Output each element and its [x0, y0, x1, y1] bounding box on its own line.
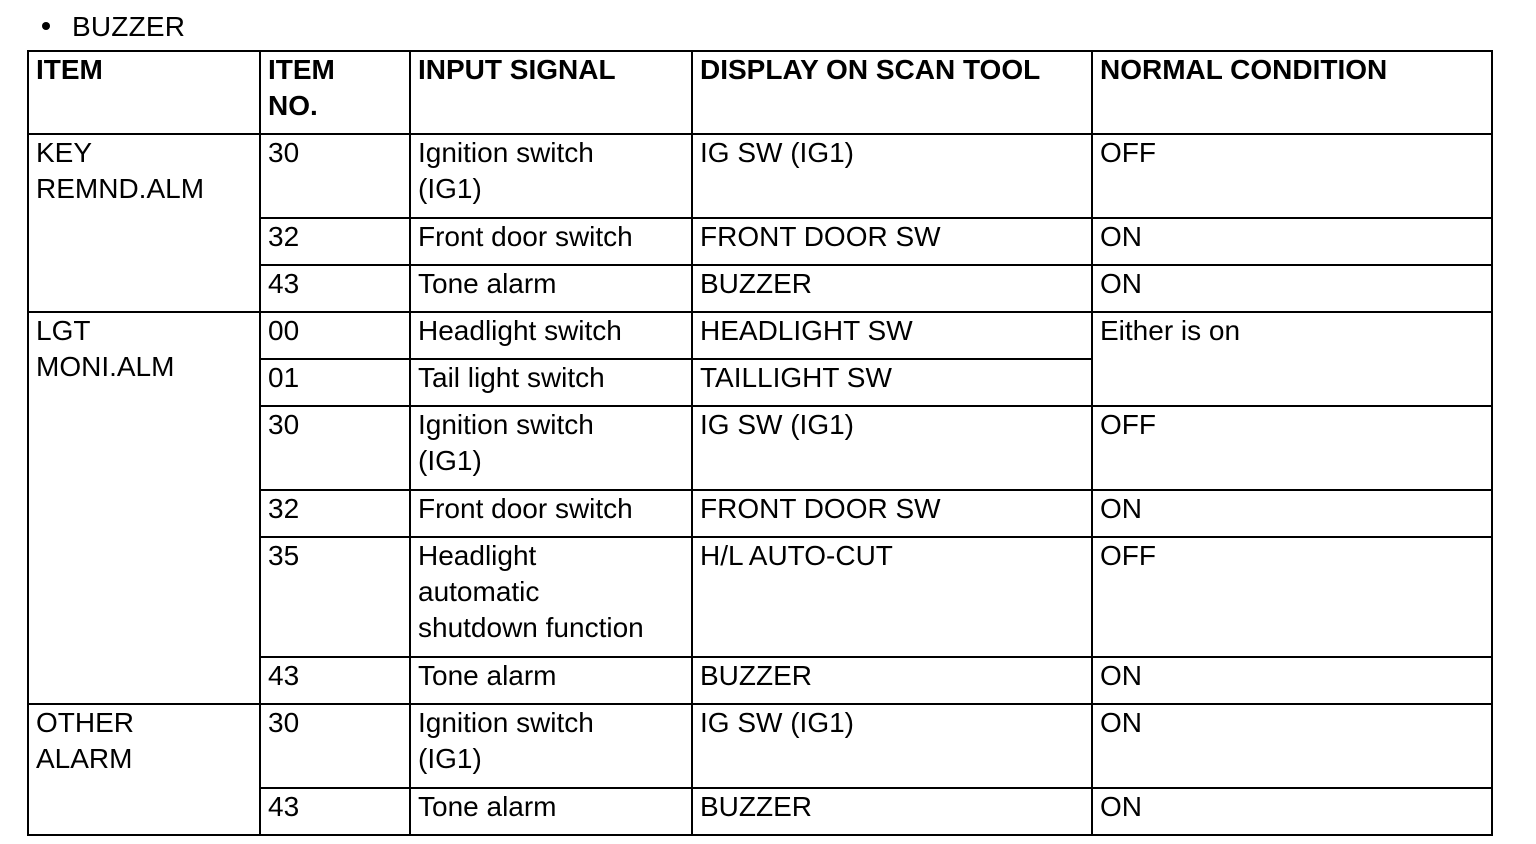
- group-item-lgt-moni-alm: LGT MONI.ALM: [28, 312, 260, 704]
- group-item-other-alarm: OTHER ALARM: [28, 704, 260, 835]
- cell-normal-condition: ON: [1092, 490, 1492, 537]
- cell-item-no: 35: [260, 537, 410, 657]
- cell-display: IG SW (IG1): [692, 134, 1092, 218]
- cell-normal-condition: OFF: [1092, 537, 1492, 657]
- cell-normal-condition: ON: [1092, 265, 1492, 312]
- cell-item-no: 43: [260, 657, 410, 704]
- cell-display: FRONT DOOR SW: [692, 490, 1092, 537]
- cell-input-signal: Headlight automatic shutdown function: [410, 537, 692, 657]
- cell-input-signal: Tail light switch: [410, 359, 692, 406]
- cell-item-no: 32: [260, 490, 410, 537]
- cell-normal-condition: ON: [1092, 218, 1492, 265]
- header-display-on-scan-tool: DISPLAY ON SCAN TOOL: [692, 51, 1092, 134]
- cell-display: HEADLIGHT SW: [692, 312, 1092, 359]
- cell-item-no: 32: [260, 218, 410, 265]
- cell-input-signal: Front door switch: [410, 490, 692, 537]
- group-item-key-remnd-alm: KEY REMND.ALM: [28, 134, 260, 312]
- section-title: BUZZER: [72, 11, 186, 42]
- table-row: [28, 704, 1492, 788]
- cell-normal-condition: OFF: [1092, 406, 1492, 490]
- header-normal-condition: NORMAL CONDITION: [1092, 51, 1492, 134]
- cell-input-signal: Ignition switch (IG1): [410, 134, 692, 218]
- header-item-no: ITEM NO.: [260, 51, 410, 134]
- cell-normal-condition: ON: [1092, 704, 1492, 788]
- cell-display: BUZZER: [692, 265, 1092, 312]
- cell-normal-condition: OFF: [1092, 134, 1492, 218]
- cell-display: IG SW (IG1): [692, 704, 1092, 788]
- cell-item-no: 43: [260, 265, 410, 312]
- cell-display: TAILLIGHT SW: [692, 359, 1092, 406]
- cell-item-no: 00: [260, 312, 410, 359]
- cell-normal-condition: Either is on: [1092, 312, 1492, 406]
- cell-input-signal: Ignition switch (IG1): [410, 704, 692, 788]
- cell-item-no: 30: [260, 406, 410, 490]
- table-header-row: [28, 51, 1492, 134]
- cell-input-signal: Headlight switch: [410, 312, 692, 359]
- header-input-signal: INPUT SIGNAL: [410, 51, 692, 134]
- cell-input-signal: Tone alarm: [410, 788, 692, 835]
- cell-item-no: 01: [260, 359, 410, 406]
- cell-input-signal: Tone alarm: [410, 657, 692, 704]
- cell-input-signal: Tone alarm: [410, 265, 692, 312]
- cell-input-signal: Front door switch: [410, 218, 692, 265]
- cell-display: FRONT DOOR SW: [692, 218, 1092, 265]
- cell-display: H/L AUTO-CUT: [692, 537, 1092, 657]
- cell-input-signal: Ignition switch (IG1): [410, 406, 692, 490]
- cell-item-no: 30: [260, 134, 410, 218]
- cell-display: BUZZER: [692, 788, 1092, 835]
- cell-item-no: 30: [260, 704, 410, 788]
- cell-normal-condition: ON: [1092, 657, 1492, 704]
- table-row: [28, 312, 1492, 359]
- bullet-icon: [42, 22, 50, 30]
- cell-item-no: 43: [260, 788, 410, 835]
- table-row: [28, 134, 1492, 218]
- cell-normal-condition: ON: [1092, 788, 1492, 835]
- header-item: ITEM: [28, 51, 260, 134]
- cell-display: IG SW (IG1): [692, 406, 1092, 490]
- section-heading: [42, 10, 185, 44]
- buzzer-data-table: [27, 50, 1493, 836]
- cell-display: BUZZER: [692, 657, 1092, 704]
